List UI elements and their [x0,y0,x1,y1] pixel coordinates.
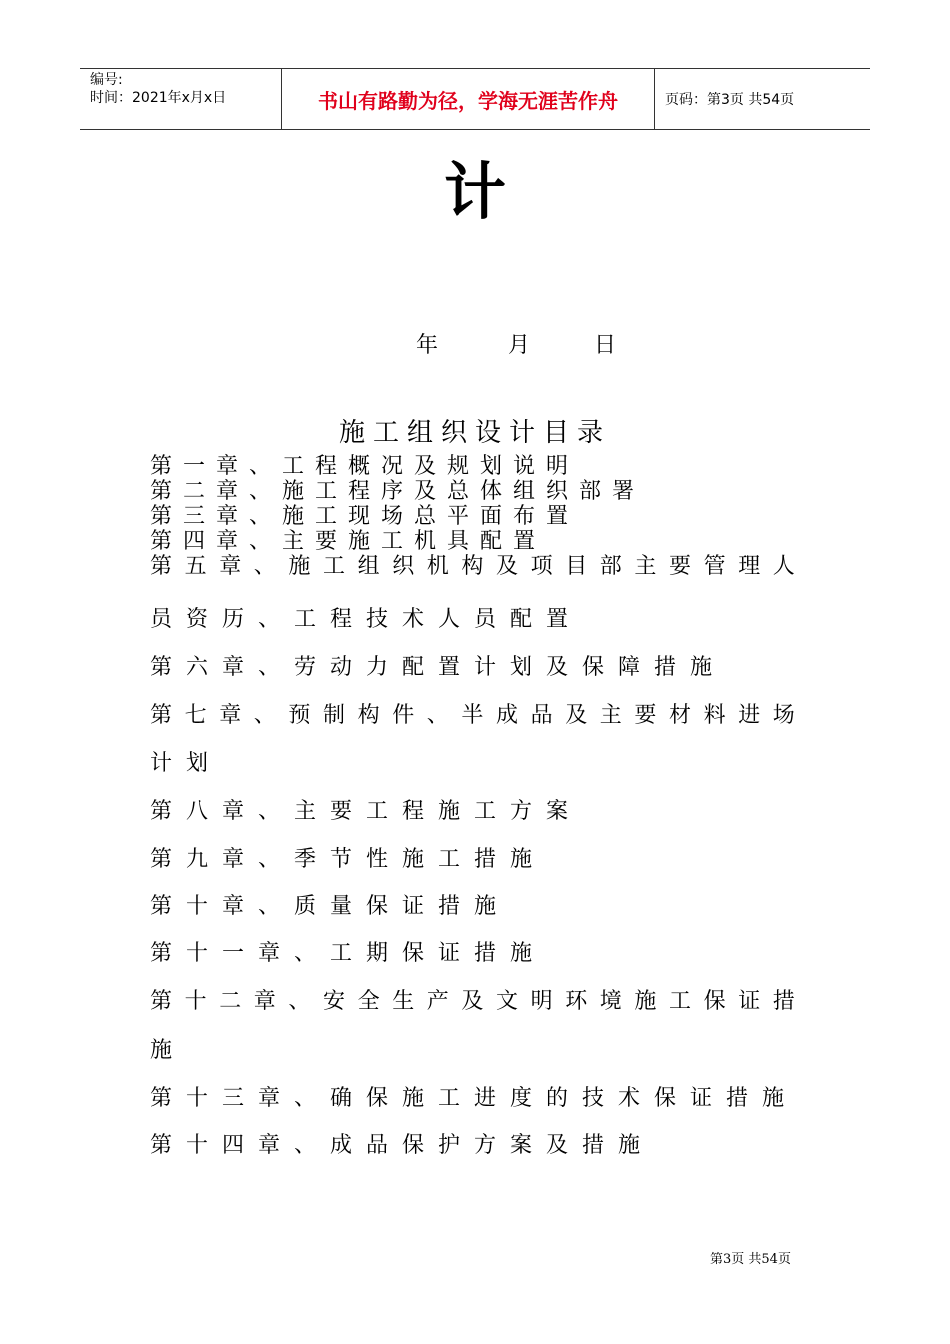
header-divider [654,69,655,129]
page-title: 计 [443,155,506,228]
date-year: 年 [416,333,439,358]
document-time-label: 时间：2021年x月x日 [90,90,227,106]
toc-line: 第二章、施工程序及总体组织部署 [150,479,646,504]
header-meta [90,71,226,107]
toc-line: 第七章、预制构件、半成品及主要材料进场 [150,703,808,728]
toc-line: 计划 [150,751,223,776]
toc-line: 第一章、工程概况及规划说明 [150,454,580,479]
toc-line: 第四章、主要施工机具配置 [150,529,547,554]
toc-line: 第八章、主要工程施工方案 [150,799,583,824]
header-motto: 书山有路勤为径，学海无涯苦作舟 [318,88,618,113]
toc-line: 第十章、质量保证措施 [150,894,511,919]
toc-line: 第九章、季节性施工措施 [150,847,547,872]
date-day: 日 [594,333,617,358]
date-month: 月 [508,333,531,358]
toc-line: 第五章、施工组织机构及项目部主要管理人 [150,554,808,579]
toc-line: 第十四章、成品保护方案及措施 [150,1133,655,1158]
header-page-number: 页码：第3页 共54页 [665,92,795,108]
toc-line: 第十三章、确保施工进度的技术保证措施 [150,1086,799,1111]
toc-line: 第十二章、安全生产及文明环境施工保证措 [150,989,808,1014]
toc-line: 施 [150,1038,187,1063]
document-number-label: 编号: [90,72,123,88]
toc-line: 第十一章、工期保证措施 [150,941,547,966]
date-line [416,328,616,359]
toc-line: 员资历、工程技术人员配置 [150,607,583,632]
toc-line: 第三章、施工现场总平面布置 [150,504,580,529]
toc-title: 施工组织设计目录 [338,418,611,448]
toc-line: 第六章、劳动力配置计划及保障措施 [150,655,727,680]
page-footer: 第3页 共54页 [710,1252,791,1267]
page-header [80,68,870,130]
